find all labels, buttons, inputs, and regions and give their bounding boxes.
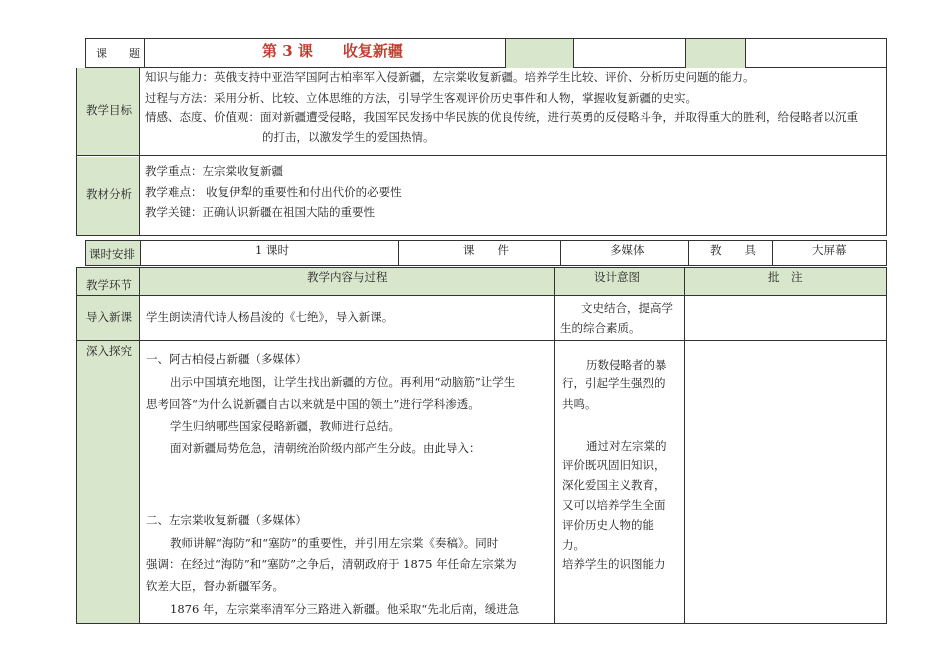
explore-intent-line-6: 深化爱国主义教育， (562, 478, 666, 492)
tools-label: 教 具 (710, 243, 756, 257)
objectives-line-4: 的打击，以激发学生的爱国热情。 (262, 130, 435, 144)
divider (144, 38, 145, 68)
header-label: 课 题 (96, 47, 140, 60)
divider (560, 240, 561, 266)
explore-intent-line-7: 又可以培养学生全面 (562, 498, 666, 512)
notes-head: 批 注 (768, 270, 803, 284)
divider (554, 267, 555, 296)
intro-content: 学生朗读清代诗人杨昌浚的《七绝》，导入新课。 (146, 310, 394, 324)
objectives-line-2: 过程与方法：采用分析、比较、立体思维的方法，引导学生客观评价历史事件和人物，掌握收复新疆的史实。 (145, 91, 697, 105)
explore-intent-line-9: 力。 (562, 538, 585, 552)
courseware-label: 课 件 (463, 243, 509, 257)
intro-stage: 导入新课 (86, 310, 132, 324)
divider (573, 38, 574, 68)
divider (139, 296, 140, 341)
objectives-line-3: 情感、态度、价值观：面对新疆遭受侵略，我国军民发扬中华民族的优良传统，进行英勇的反侵略斗争，并取得重大的胜利，给侵略者以沉重 (145, 110, 858, 124)
analysis-label: 教材分析 (86, 187, 132, 201)
explore-content-line-9: 钦差大臣，督办新疆军务。 (146, 579, 284, 593)
explore-content-line-6: 二、左宗棠收复新疆（多媒体） (146, 513, 307, 527)
divider (139, 156, 140, 236)
schedule-label: 课时安排 (89, 247, 135, 261)
stage-head: 教学环节 (86, 278, 132, 292)
content-head: 教学内容与过程 (307, 270, 388, 284)
divider (684, 267, 685, 296)
schedule-hours: 1 课时 (255, 243, 289, 257)
explore-intent-line-10: 培养学生的识图能力 (562, 557, 666, 571)
explore-content-line-8: 强调：在经过“海防”和“塞防”之争后，清朝政府于 1875 年任命左宗棠为 (146, 557, 517, 571)
tools-value: 大屏幕 (812, 243, 847, 257)
divider (684, 296, 685, 341)
explore-intent-line-1: 历数侵略者的暴 (586, 358, 667, 372)
divider (772, 240, 773, 266)
explore-content-line-3: 思考回答“为什么说新疆自古以来就是中国的领土”进行学科渗透。 (146, 397, 480, 411)
divider (505, 38, 506, 68)
explore-intent-line-4: 通过对左宗棠的 (586, 439, 667, 453)
header-green-cell-1 (505, 39, 573, 68)
explore-intent-line-2: 行，引起学生强烈的 (562, 376, 666, 390)
explore-stage: 深入探究 (86, 344, 132, 358)
divider (684, 341, 685, 624)
analysis-line-3: 教学关键：正确认识新疆在祖国大陆的重要性 (145, 205, 375, 219)
intent-head: 设计意图 (594, 270, 640, 284)
objectives-label: 教学目标 (86, 103, 132, 117)
explore-content-line-2: 出示中国填充地图，让学生找出新疆的方位。再利用“动脑筋”让学生 (170, 375, 516, 389)
explore-content-line-10: 1876 年，左宗棠率清军分三路进入新疆。他采取“先北后南，缓进急 (170, 602, 520, 616)
divider (398, 240, 399, 266)
explore-content-line-1: 一、阿古柏侵占新疆（多媒体） (146, 352, 307, 366)
intro-intent-line-2: 生的综合素质。 (560, 321, 641, 335)
explore-content-line-5: 面对新疆局势危急，清朝统治阶级内部产生分歧。由此导入： (170, 441, 481, 455)
explore-label-cell (77, 341, 139, 623)
objectives-line-1: 知识与能力：英俄支持中亚浩罕国阿古柏率军入侵新疆，左宗棠收复新疆。培养学生比较、评价、分析历史问题的能力。 (145, 70, 755, 84)
analysis-line-1: 教学重点：左宗棠收复新疆 (145, 164, 283, 178)
analysis-line-2: 教学难点： 收复伊犁的重要性和付出代价的必要性 (145, 185, 402, 199)
divider (139, 68, 140, 156)
header-row (85, 38, 887, 68)
intro-intent-line-1: 文史结合，提高学 (581, 301, 673, 315)
divider (139, 267, 140, 296)
divider (554, 341, 555, 624)
divider (140, 240, 141, 266)
header-green-cell-2 (685, 39, 745, 68)
table-head-row (76, 267, 887, 296)
explore-content-line-4: 学生归纳哪些国家侵略新疆，教师进行总结。 (170, 419, 400, 433)
explore-content-line-7: 教师讲解“海防”和“塞防”的重要性，并引用左宗棠《奏稿》。同时 (170, 536, 499, 550)
divider (685, 38, 686, 68)
divider (745, 38, 746, 68)
divider (688, 240, 689, 266)
divider (139, 341, 140, 624)
page-title: 第 3 课 收复新疆 (262, 42, 403, 60)
explore-intent-line-5: 评价既巩固旧知识， (562, 458, 666, 472)
divider (554, 296, 555, 341)
explore-intent-line-8: 评价历史人物的能 (562, 518, 654, 532)
courseware-value: 多媒体 (610, 243, 645, 257)
explore-intent-line-3: 共鸣。 (562, 397, 597, 411)
